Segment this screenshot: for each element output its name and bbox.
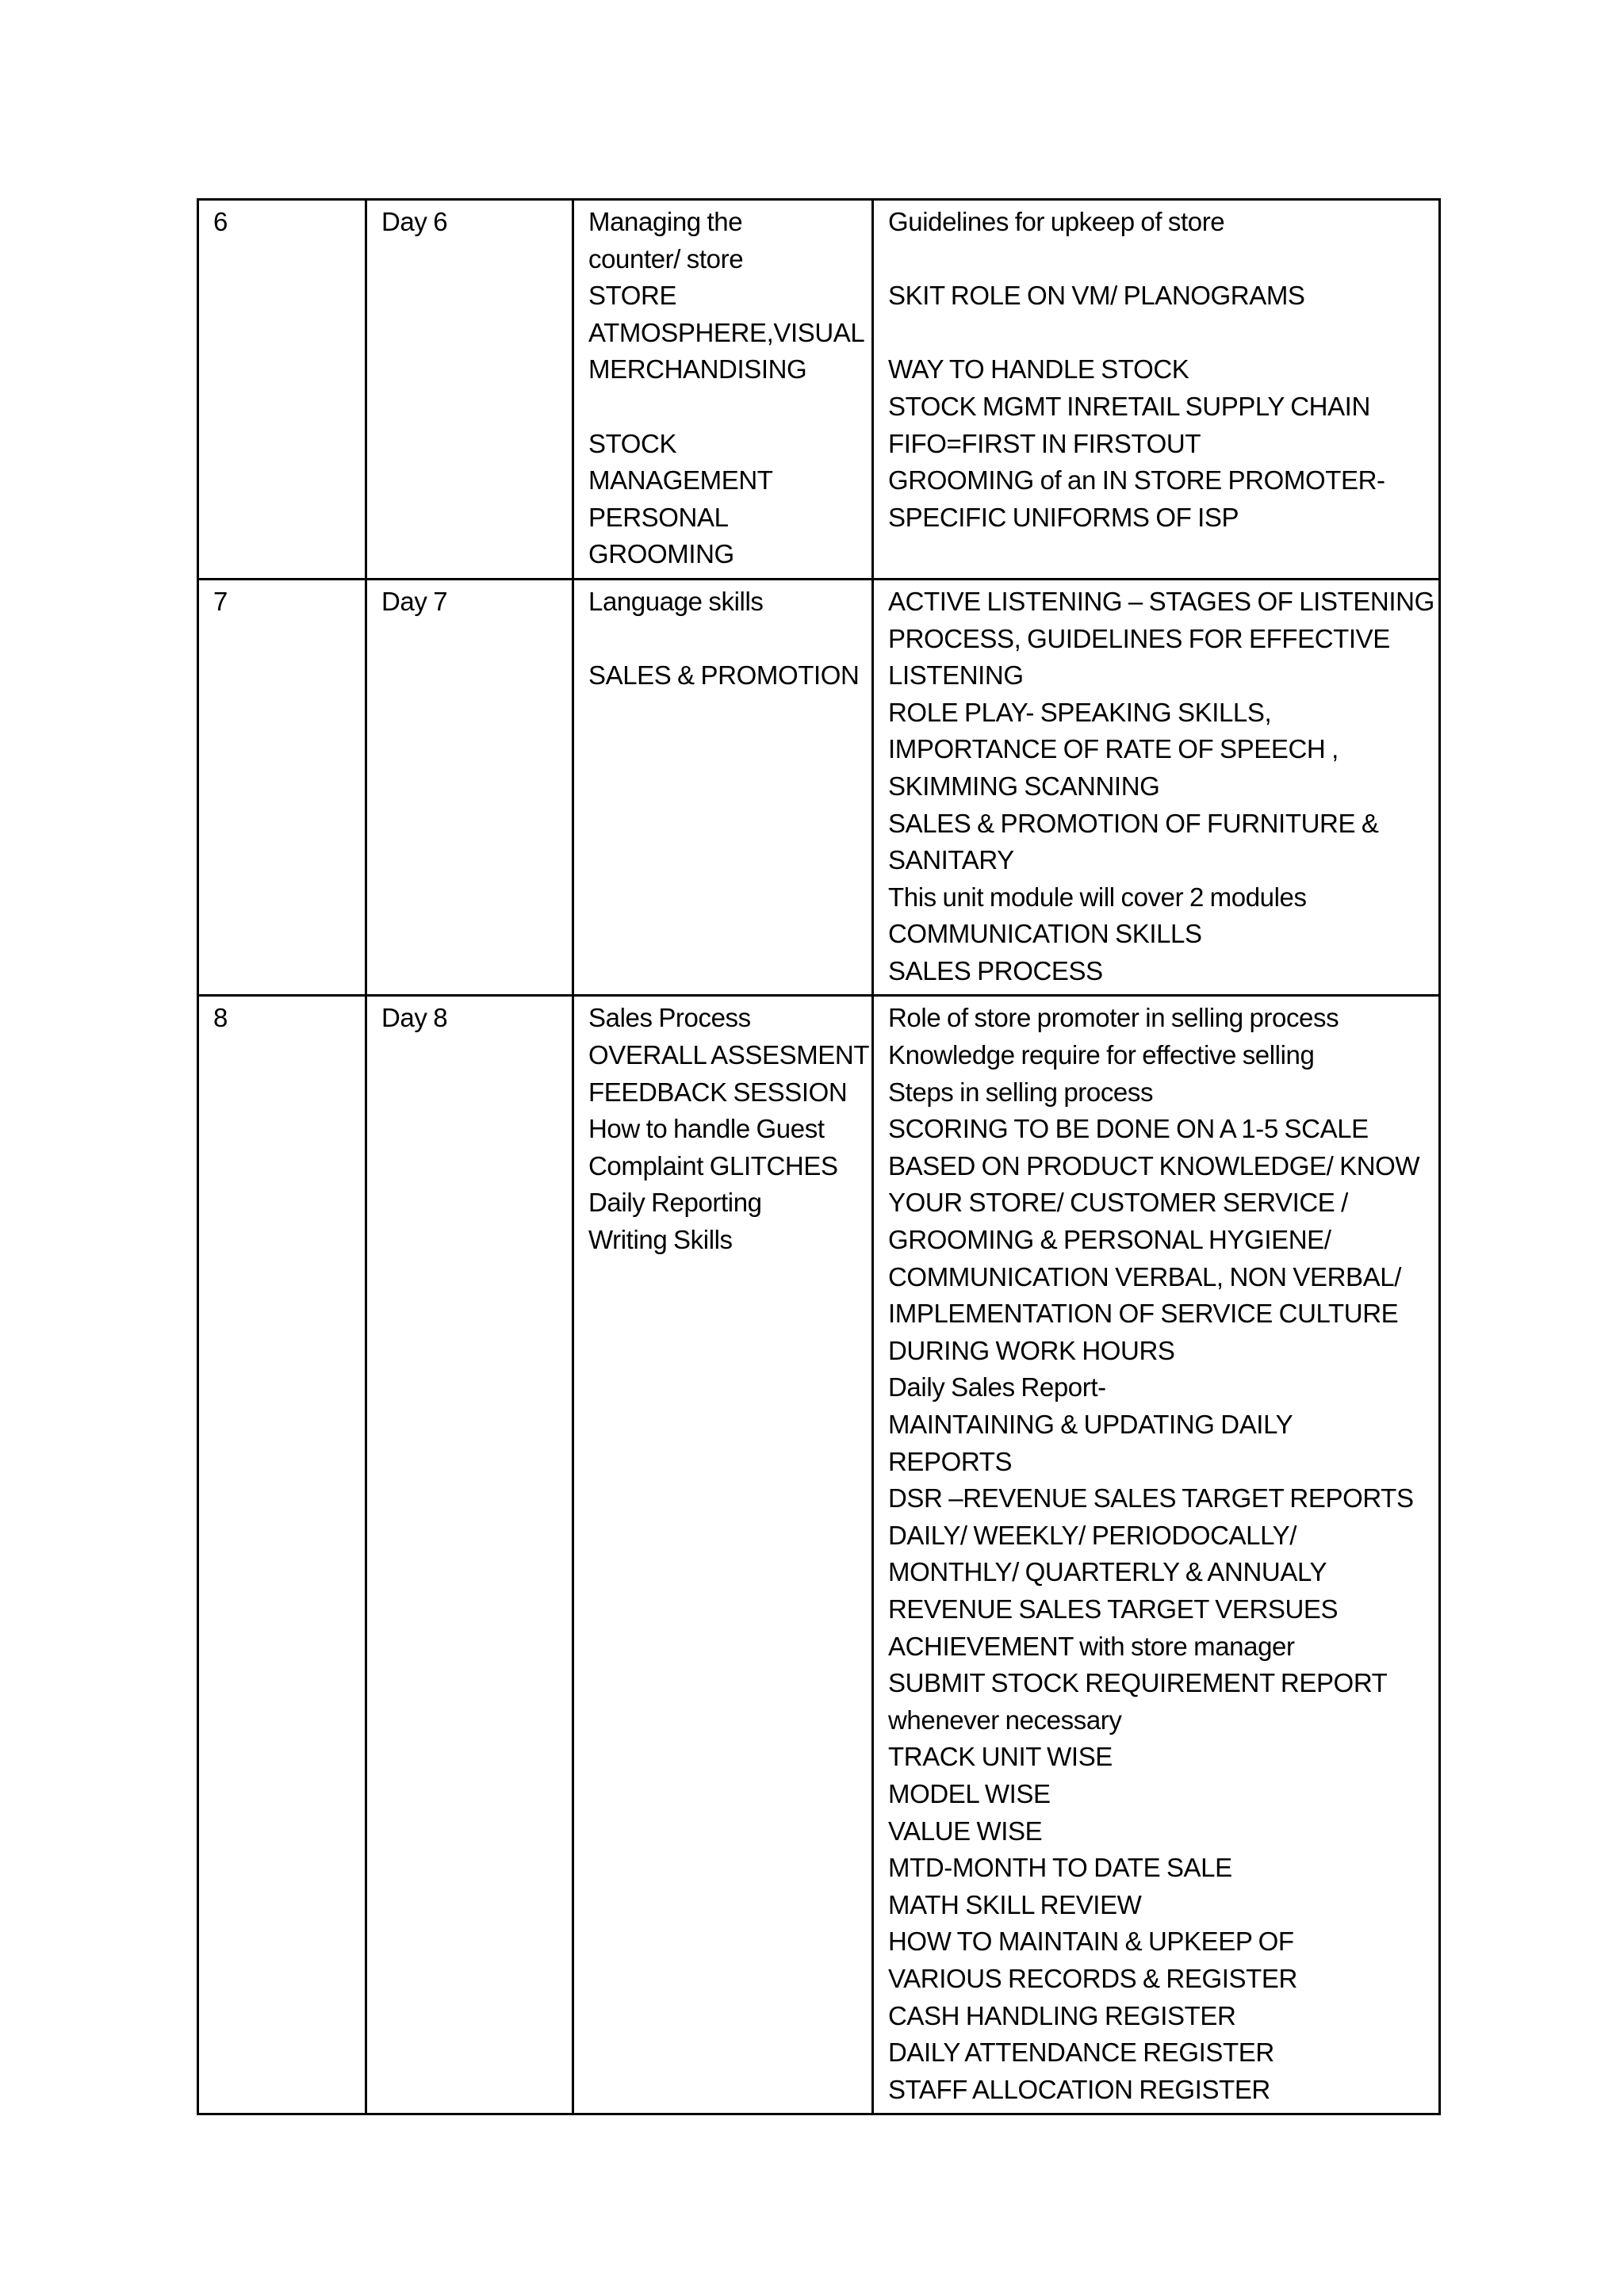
blank-line — [888, 241, 1438, 278]
cell-line: ACHIEVEMENT with store manager — [888, 1631, 1295, 1661]
cell-line: MERCHANDISING — [588, 354, 807, 385]
cell-line: DURING WORK HOURS — [888, 1335, 1175, 1365]
cell-line: GROOMING of an IN STORE PROMOTER- — [888, 465, 1385, 496]
cell-line: DAILY/ WEEKLY/ PERIODOCALLY/ — [888, 1520, 1297, 1550]
cell-line: VALUE WISE — [888, 1816, 1043, 1846]
cell-line: MODEL WISE — [888, 1778, 1051, 1808]
cell-line: OVERALL ASSESMENT — [588, 1040, 870, 1070]
cell-line: ROLE PLAY- SPEAKING SKILLS, — [888, 697, 1272, 727]
cell-line: Steps in selling process — [888, 1077, 1154, 1107]
row-number-cell: 8 — [198, 996, 366, 2114]
cell-line: Knowledge require for effective selling — [888, 1040, 1315, 1070]
cell-line: PROCESS, GUIDELINES FOR EFFECTIVE — [888, 623, 1390, 653]
cell-line: STORE — [588, 281, 677, 311]
row-number-cell: 7 — [198, 579, 366, 996]
cell-line: MONTHLY/ QUARTERLY & ANNUALY — [888, 1557, 1327, 1587]
cell-line: SCORING TO BE DONE ON A 1-5 SCALE — [888, 1114, 1369, 1144]
cell-line: HOW TO MAINTAIN & UPKEEP OF — [888, 1927, 1294, 1957]
cell-line: COMMUNICATION VERBAL, NON VERBAL/ — [888, 1261, 1401, 1292]
cell-line: Daily Reporting — [588, 1188, 762, 1218]
blank-line — [588, 388, 871, 426]
row-number-cell: 6 — [198, 200, 366, 580]
cell-line: SUBMIT STOCK REQUIREMENT REPORT — [888, 1668, 1388, 1698]
table-row — [198, 579, 1440, 996]
topic-cell — [573, 579, 873, 996]
cell-line: PERSONAL — [588, 502, 729, 532]
cell-line: DAILY ATTENDANCE REGISTER — [888, 2038, 1274, 2068]
details-cell — [873, 579, 1440, 996]
cell-line: MANAGEMENT — [588, 465, 773, 496]
day-cell: Day 7 — [366, 579, 573, 996]
cell-line: Managing the — [588, 207, 743, 236]
cell-line: FIFO=FIRST IN FIRSTOUT — [888, 428, 1201, 458]
cell-line: Guidelines for upkeep of store — [888, 207, 1225, 236]
blank-line — [588, 621, 871, 658]
details-cell — [873, 200, 1440, 580]
cell-line: SALES & PROMOTION — [588, 660, 860, 691]
cell-line: REPORTS — [888, 1446, 1013, 1476]
cell-line: YOUR STORE/ CUSTOMER SERVICE / — [888, 1188, 1348, 1218]
cell-line: STOCK — [588, 428, 677, 458]
cell-line: SANITARY — [888, 845, 1014, 875]
cell-line: This unit module will cover 2 modules — [888, 882, 1307, 912]
cell-line: GROOMING — [588, 539, 734, 569]
cell-line: VARIOUS RECORDS & REGISTER — [888, 1963, 1297, 1993]
table-row — [198, 200, 1440, 580]
cell-line: COMMUNICATION SKILLS — [888, 919, 1202, 949]
cell-line: MATH SKILL REVIEW — [888, 1889, 1142, 1919]
cell-line: SPECIFIC UNIFORMS OF ISP — [888, 502, 1239, 532]
day-cell: Day 8 — [366, 996, 573, 2114]
cell-line: Sales Process — [588, 1003, 751, 1033]
details-cell — [873, 996, 1440, 2114]
cell-line: Language skills — [588, 586, 764, 616]
cell-line: IMPLEMENTATION OF SERVICE CULTURE — [888, 1299, 1399, 1329]
cell-line: STAFF ALLOCATION REGISTER — [888, 2074, 1270, 2104]
topic-cell — [573, 996, 873, 2114]
cell-line: DSR –REVENUE SALES TARGET REPORTS — [888, 1483, 1414, 1513]
cell-line: BASED ON PRODUCT KNOWLEDGE/ KNOW — [888, 1150, 1420, 1181]
cell-line: Writing Skills — [588, 1225, 733, 1255]
table-row — [198, 996, 1440, 2114]
cell-line: Complaint GLITCHES — [588, 1150, 838, 1181]
cell-line: ACTIVE LISTENING – STAGES OF LISTENING — [888, 586, 1434, 616]
cell-line: MTD-MONTH TO DATE SALE — [888, 1853, 1232, 1883]
cell-line: whenever necessary — [888, 1705, 1122, 1735]
cell-line: Daily Sales Report- — [888, 1372, 1106, 1402]
cell-line: ATMOSPHERE,VISUAL — [588, 317, 865, 347]
cell-line: counter/ store — [588, 243, 744, 274]
cell-line: LISTENING — [888, 660, 1024, 691]
cell-line: FEEDBACK SESSION — [588, 1077, 848, 1107]
cell-line: WAY TO HANDLE STOCK — [888, 354, 1189, 385]
topic-cell — [573, 200, 873, 580]
cell-line: How to handle Guest — [588, 1114, 825, 1144]
cell-line: MAINTAINING & UPDATING DAILY — [888, 1410, 1293, 1439]
cell-line: REVENUE SALES TARGET VERSUES — [888, 1594, 1339, 1624]
cell-line: CASH HANDLING REGISTER — [888, 2000, 1236, 2030]
cell-line: Role of store promoter in selling process — [888, 1003, 1339, 1033]
cell-line: GROOMING & PERSONAL HYGIENE/ — [888, 1225, 1331, 1255]
cell-line: SKIMMING SCANNING — [888, 771, 1160, 801]
cell-line: TRACK UNIT WISE — [888, 1742, 1113, 1772]
schedule-body — [198, 200, 1440, 2114]
day-cell: Day 6 — [366, 200, 573, 580]
cell-line: SKIT ROLE ON VM/ PLANOGRAMS — [888, 281, 1305, 311]
training-schedule-table — [197, 198, 1441, 2115]
cell-line: IMPORTANCE OF RATE OF SPEECH , — [888, 734, 1339, 764]
cell-line: SALES PROCESS — [888, 955, 1103, 985]
cell-line: STOCK MGMT INRETAIL SUPPLY CHAIN — [888, 391, 1370, 421]
cell-line: SALES & PROMOTION OF FURNITURE & — [888, 808, 1379, 838]
blank-line — [888, 315, 1438, 352]
